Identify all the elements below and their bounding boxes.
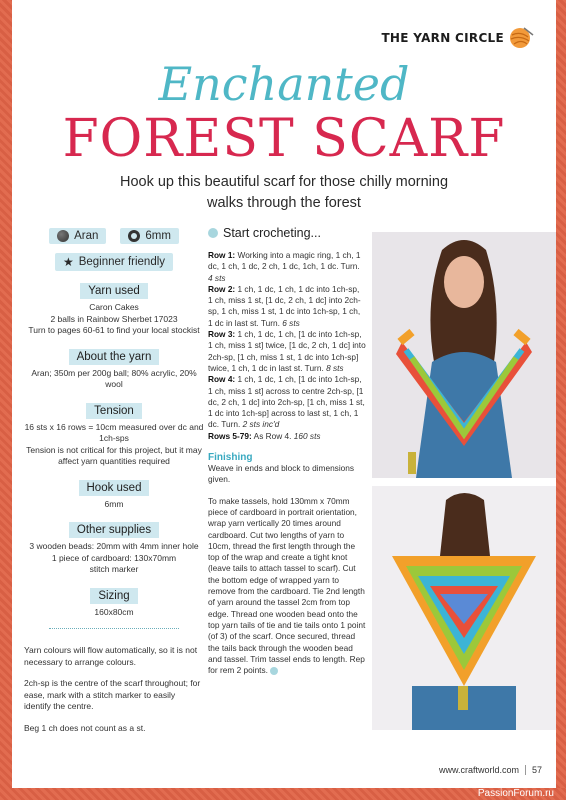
pattern-column	[208, 226, 366, 686]
yarn-ball-icon	[508, 26, 534, 50]
finishing-para: Weave in ends and block to dimensions given.	[208, 463, 355, 485]
finishing-para: To make tassels, hold 130mm x 70mm piece of cardboard in portrait orientation, wrap yarn vertically 20 times around cardboard. Cut two lengths of yarn to 10cm, thread the first length through the top of the wrap and create a tight knot (leave tails to attach tassel to scarf). Cut the bottom edge of wrapped yarn to remove from the cardboard. Tie 2nd length of yarn around the tassel 2cm from top edge. Thread one wooden bead onto the top yarn tails of tie and tie tails onto 1 point (of 3) of the scarf. Once secured, thread the tails back through the wooden bead and tassel. Trim tassel ends to length. Rep for rem 2 points.	[208, 495, 366, 676]
hook-size: 6mm	[145, 230, 171, 242]
row-text: As Row 4.	[251, 430, 294, 441]
materials-column	[24, 226, 204, 744]
magazine-page	[12, 0, 556, 788]
section-heading: Sizing	[90, 588, 137, 604]
notes	[24, 645, 204, 734]
section-body	[24, 422, 204, 468]
section-heading: Other supplies	[69, 522, 159, 538]
yarn-ball-icon	[57, 230, 69, 242]
note: 2ch-sp is the centre of the scarf throughout; for ease, mark with a stitch marker to easily identify the centre.	[24, 678, 201, 711]
section-body: Aran; 350m per 200g ball; 80% acrylic, 20% wool	[31, 367, 197, 389]
hook-size-badge	[120, 228, 179, 244]
section-sizing	[24, 586, 204, 619]
yarn-name: Caron Cakes	[89, 302, 139, 312]
section-body: 6mm	[104, 498, 124, 509]
row-label: Row 2:	[208, 283, 236, 294]
pattern-row	[208, 329, 366, 374]
supply-beads: 3 wooden beads: 20mm with 4mm inner hole	[29, 541, 199, 551]
level-badge	[55, 253, 173, 271]
page-number: 57	[531, 765, 542, 775]
row-text: 1 ch, 1 dc, 1 ch, [1 dc into 1ch-sp, 1 ch, miss 1 st] twice, [1 dc, 2 ch, 1 dc] into 2ch-sp, [1 ch, miss 1 st, 1 dc into 1ch-sp] twice, 1 ch, 1 dc in last st. Turn.	[208, 329, 366, 373]
row-count: 2 sts inc'd	[242, 419, 280, 430]
page-footer	[439, 765, 542, 775]
subtitle: Hook up this beautiful scarf for those chilly morning walks through the forest	[119, 174, 449, 211]
finishing-heading: Finishing	[208, 452, 253, 464]
section-heading: About the yarn	[69, 349, 160, 365]
row-count: 8 sts	[326, 362, 344, 373]
photo-model-back	[372, 486, 556, 730]
section-body	[24, 302, 204, 337]
star-icon: ★	[62, 255, 74, 269]
level: Beginner friendly	[78, 256, 166, 268]
section-body: 160x80cm	[94, 606, 134, 617]
pattern-row	[208, 284, 366, 329]
pattern-row	[208, 250, 366, 284]
section-heading: Hook used	[79, 480, 150, 496]
supply-cardboard: 1 piece of cardboard: 130x70mm	[51, 552, 177, 563]
tension-note: Tension is not critical for this project, but it may affect yarn quantities required	[26, 444, 202, 466]
divider	[49, 628, 179, 629]
row-count: 6 sts	[282, 317, 300, 328]
spec-row	[24, 228, 204, 244]
pattern-heading	[208, 226, 366, 240]
note: Beg 1 ch does not count as a st.	[24, 722, 146, 733]
hook-icon	[128, 230, 140, 242]
note: Yarn colours will flow automatically, so it is not necessary to arrange colours.	[24, 645, 198, 667]
pattern-row	[208, 374, 366, 430]
section-yarn-used	[24, 281, 204, 337]
row-text: 1 ch, 1 dc, 1 ch, 1 dc into 1ch-sp, 1 ch, miss 1 st, [1 dc, 2 ch, 1 dc] into 2ch-sp, 1 ch, miss 1 st, 1 dc into 1ch-sp, 1 ch, 1 dc in last st. Turn.	[208, 283, 361, 328]
knit-border-right	[556, 0, 566, 800]
footer-divider	[525, 765, 526, 775]
yarn-colour: 2 balls in Rainbow Sherbet 17023	[50, 313, 178, 324]
brand-logo	[381, 26, 534, 50]
model-front-image	[372, 232, 556, 478]
row-count: 4 sts	[208, 272, 226, 283]
row-label: Row 1:	[208, 250, 236, 260]
bullet-icon	[208, 228, 218, 238]
section-tension	[24, 401, 204, 468]
finishing-body	[208, 463, 366, 676]
row-label: Row 3:	[208, 329, 236, 340]
model-back-image	[372, 486, 556, 730]
stockist-note: Turn to pages 60-61 to find your local stockist	[28, 325, 200, 335]
section-heading: Yarn used	[80, 283, 148, 299]
title-script: Enchanted	[158, 57, 410, 111]
section-body	[24, 541, 204, 576]
watermark: PassionForum.ru	[477, 788, 554, 799]
knit-border-left	[0, 0, 12, 800]
tension-gauge: 16 sts x 16 rows = 10cm measured over dc and 1ch-sps	[24, 421, 204, 443]
section-hook-used	[24, 478, 204, 511]
pattern-row	[208, 431, 366, 442]
section-other-supplies	[24, 520, 204, 576]
row-text: 1 ch, 1 dc, 1 ch, [1 dc into 1ch-sp, 1 ch, miss 1 st] across to centre 2ch-sp, [1 dc, 2 ch, 1 dc] into 2ch-sp, [1 ch, miss 1 st, 1 dc into 1ch-sp] across to last st, 1 ch, 1 dc. Turn.	[208, 374, 365, 430]
row-text: Working into a magic ring, 1 ch, 1 dc, 1 ch, 1 dc, 2 ch, 1 dc, 1ch, 1 dc. Turn.	[208, 250, 361, 272]
pattern-rows	[208, 250, 366, 442]
yarn-weight-badge	[49, 228, 106, 244]
end-mark-icon	[270, 667, 278, 675]
row-label: Row 4:	[208, 374, 236, 385]
page-title: FOREST SCARF	[62, 109, 506, 169]
photo-model-front	[372, 232, 556, 478]
section-about-yarn	[24, 347, 204, 391]
row-count: 160 sts	[293, 430, 321, 441]
pattern-heading-text: Start crocheting...	[223, 226, 321, 240]
row-label: Rows 5-79:	[208, 430, 252, 441]
brand-name: THE YARN CIRCLE	[381, 31, 504, 45]
footer-site: www.craftworld.com	[438, 765, 519, 775]
section-heading: Tension	[86, 403, 142, 419]
supply-marker: stitch marker	[89, 564, 139, 574]
yarn-weight: Aran	[74, 230, 99, 242]
